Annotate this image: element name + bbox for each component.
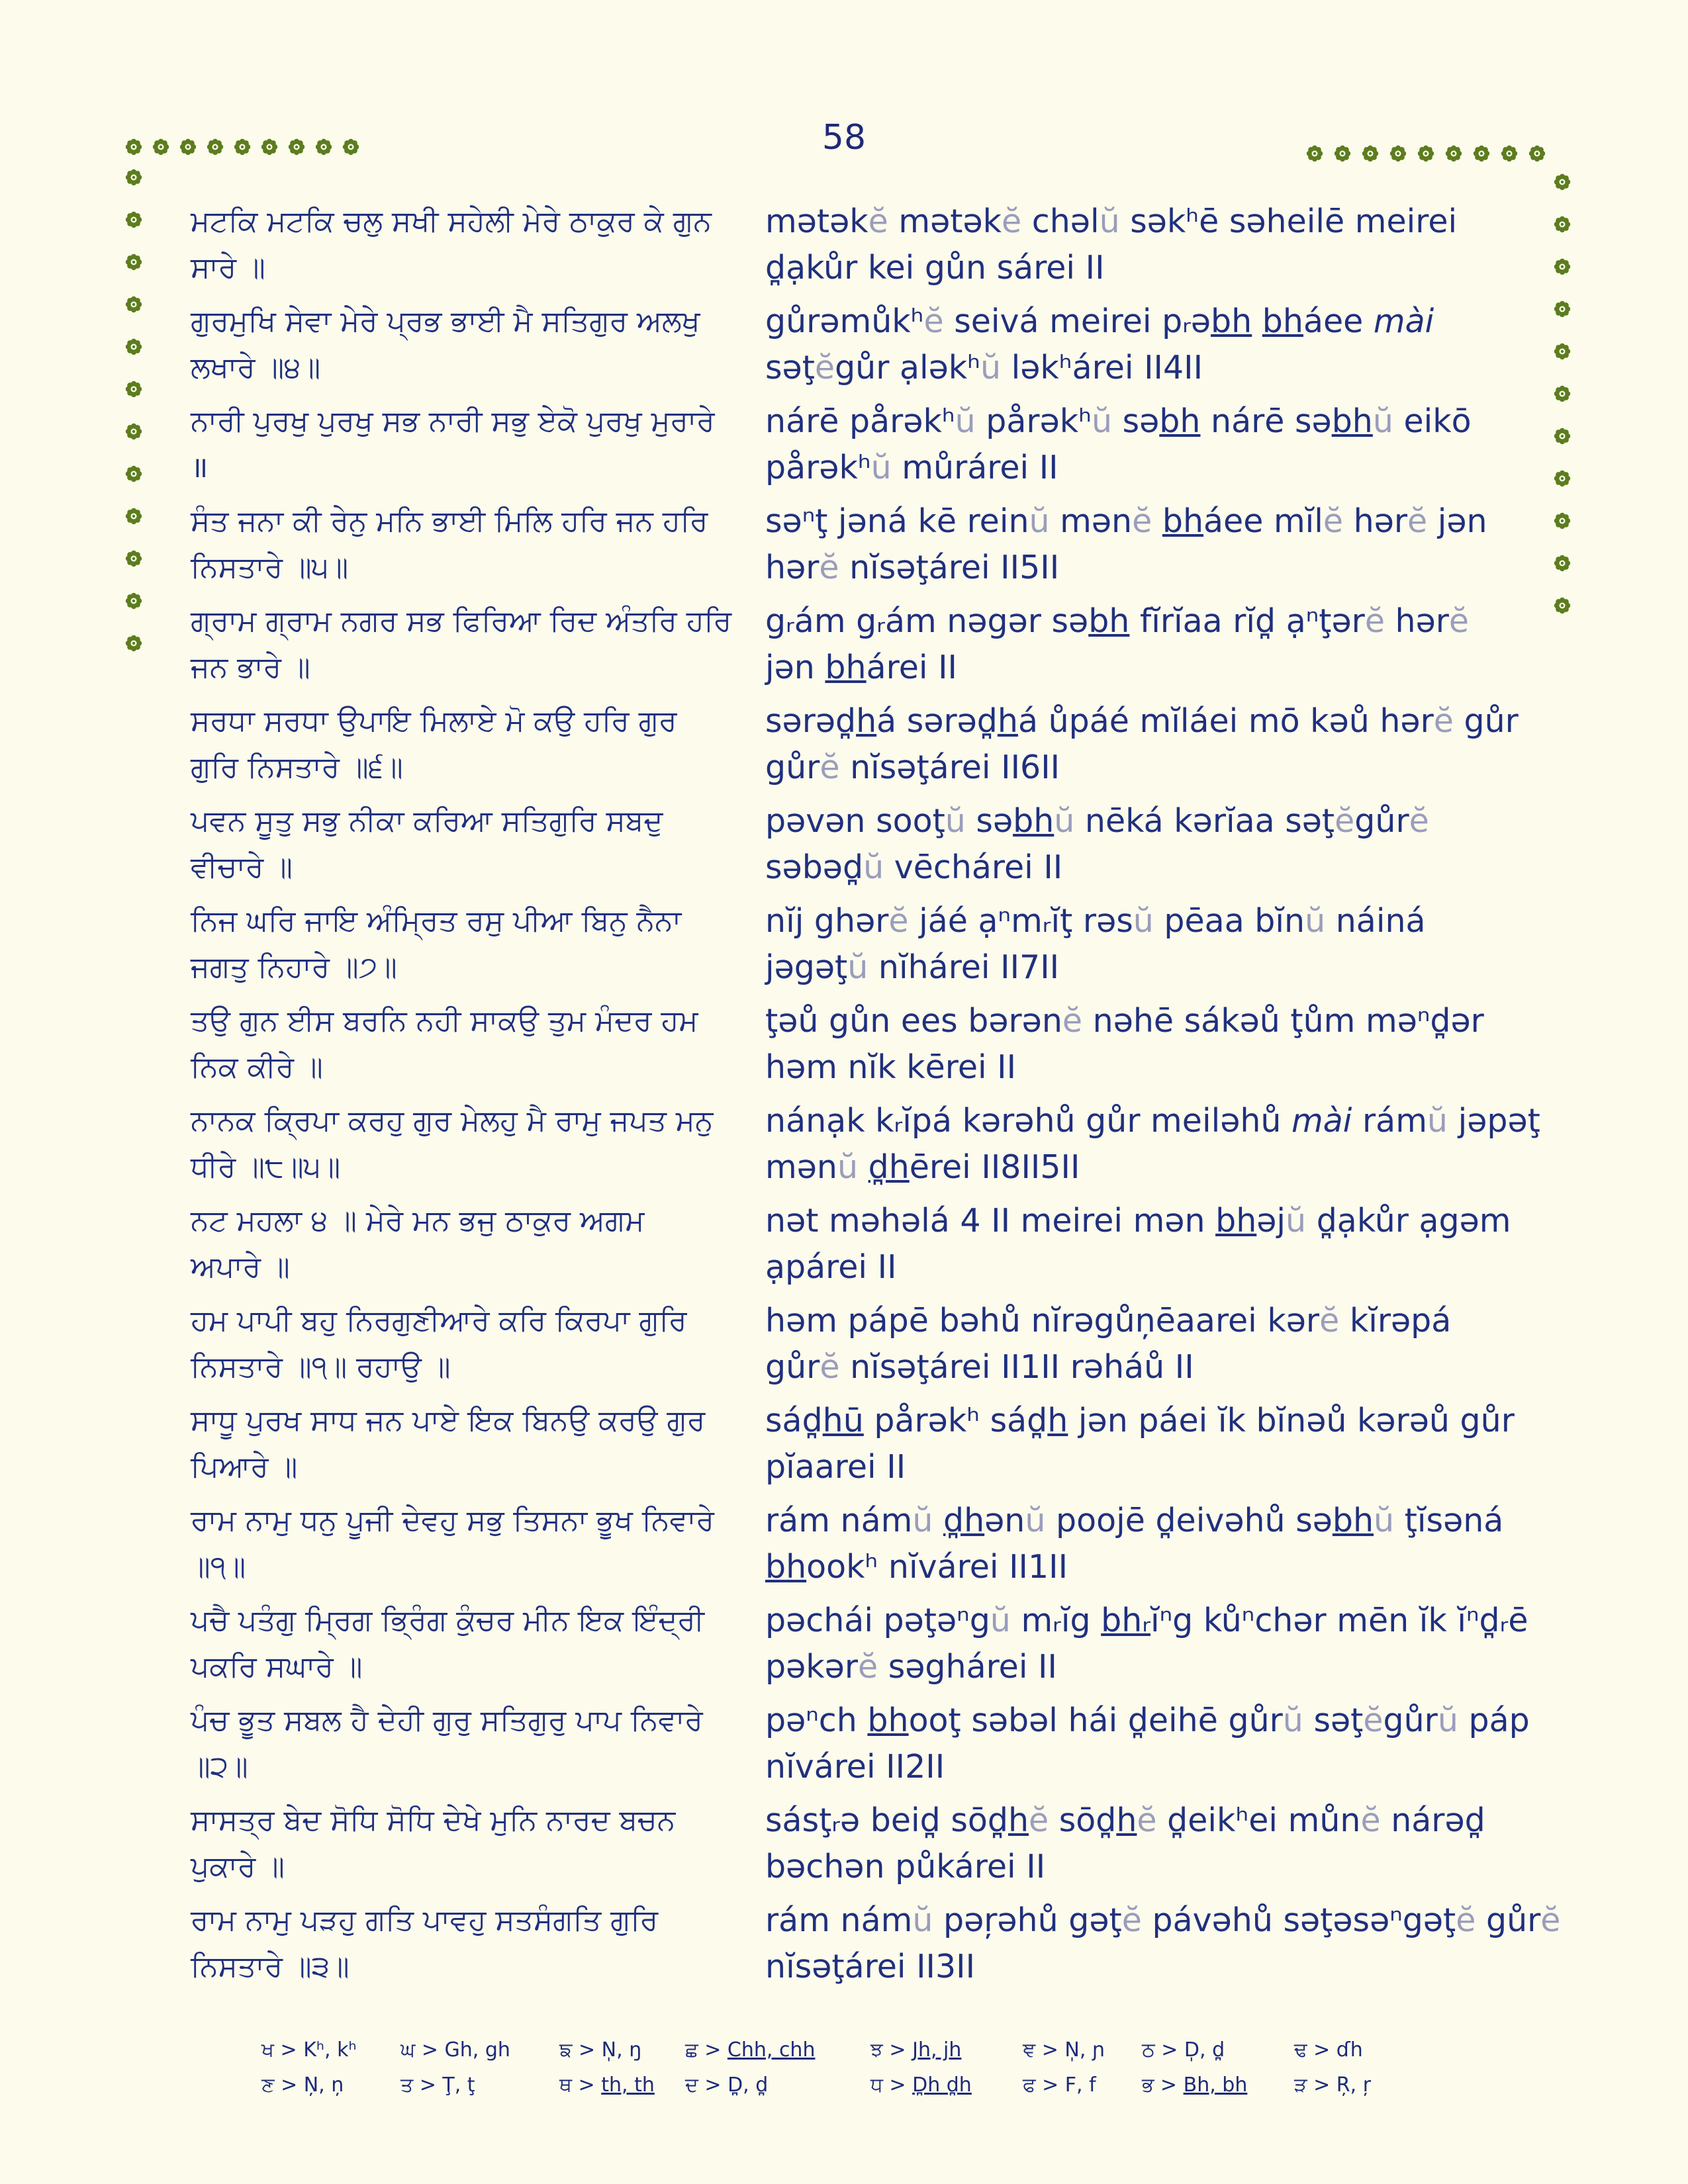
flower-ornament-icon: [1553, 173, 1571, 191]
gurmukhi-line: ਪਿਆਰੇ ॥: [191, 1450, 298, 1484]
gurmukhi-line: ਨਿਸਤਾਰੇ ॥੫॥: [191, 551, 349, 584]
transliteration-verse: [765, 398, 1472, 491]
gurmukhi-verse: [191, 199, 740, 291]
transliteration-line: gᵣám gᵣám nəgər səbh fĭrĭaa rĭd ạⁿţərĕ hərĕ: [765, 602, 1470, 640]
gurmukhi-line: ਸਾਧੂ ਪੁਰਖ ਸਾਧ ਜਨ ਪਾਏ ਇਕ ਬਿਨਉ ਕਰਉ ਗੁਰ: [191, 1404, 706, 1437]
flower-ornament-icon: [314, 138, 333, 156]
gurmukhi-verse: [191, 1098, 740, 1191]
gurmukhi-line: ਪਵਨ ਸੂਤੁ ਸਭੁ ਨੀਕਾ ਕਰਿਆ ਸਤਿਗੁਰਿ ਸਬਦੁ: [191, 804, 663, 838]
verse-row: [191, 1498, 1521, 1598]
transliteration-line: rám námŭ d̪hənŭ poojē deivəhů səbhŭ ţĭsəná: [765, 1502, 1504, 1539]
transliteration-line: nĭj ghərĕ jáé ạⁿmᵣĭţ rəsŭ pēaa bĭnŭ náiná: [765, 902, 1426, 940]
legend-item: ਠ > D̩, d̪: [1142, 2038, 1225, 2062]
verse-row: [191, 199, 1521, 298]
verse-row: [191, 1398, 1521, 1498]
verse-row: [191, 898, 1521, 998]
gurmukhi-verse: [191, 398, 740, 491]
flower-ornament-icon: [124, 380, 143, 398]
transliteration-verse: [765, 698, 1519, 791]
legend-item: ਢ > ɗh: [1294, 2038, 1363, 2062]
gurmukhi-line: ਸਰਧਾ ਸਰਧਾ ਉਪਾਇ ਮਿਲਾਏ ਮੋ ਕਉ ਹਰਿ ਗੁਰ: [191, 704, 677, 738]
flower-ornament-icon: [124, 634, 143, 653]
gurmukhi-line: ਗੁਰਿ ਨਿਸਤਾਰੇ ॥੬॥: [191, 751, 403, 784]
gurmukhi-verse: [191, 498, 740, 591]
verse-row: [191, 298, 1521, 398]
transliteration-legend: [261, 2038, 1453, 2109]
gurmukhi-verse: [191, 798, 740, 891]
verse-row: [191, 698, 1521, 798]
transliteration-verse: [765, 1598, 1528, 1690]
verse-row: [191, 1897, 1561, 1997]
gurmukhi-line: ਪਚੈ ਪਤੰਗੁ ਮ੍ਰਿਗ ਭ੍ਰਿੰਗ ਕੁੰਚਰ ਮੀਨ ਇਕ ਇੰਦ੍ਰੀ: [191, 1604, 704, 1637]
gurmukhi-line: ਗ੍ਰਾਮ ਗ੍ਰਾਮ ਨਗਰ ਸਭ ਫਿਰਿਆ ਰਿਦ ਅੰਤਰਿ ਹਰਿ: [191, 604, 732, 638]
legend-item: ਖ > Kʰ, kʰ: [261, 2038, 357, 2062]
verse-row: [191, 998, 1521, 1098]
legend-item: ਙ > N̩, ŋ: [559, 2038, 642, 2062]
gurmukhi-verse: [191, 298, 740, 391]
transliteration-verse: [765, 199, 1458, 291]
transliteration-verse: [765, 1498, 1504, 1590]
flower-ornament-icon: [1528, 144, 1546, 163]
gurmukhi-line: ॥੨॥: [191, 1750, 248, 1784]
gurmukhi-line: ॥: [191, 451, 209, 484]
transliteration-line: həm pápē bəhů nĭrəgůņēaarei kərĕ kĭrəpá: [765, 1302, 1452, 1340]
transliteration-verse: [765, 1198, 1511, 1291]
transliteration-line: rám námŭ pəŗəhů gəţĕ pávəhů səţəsəⁿgəţĕ gůrĕ: [765, 1901, 1561, 1939]
verse-row: [191, 398, 1521, 498]
transliteration-line: sásţᵣə beid sōdhĕ sōdhĕ deikʰei můnĕ nárəd: [765, 1801, 1485, 1839]
transliteration-line: sádhū pårəkʰ sádh jən páei ĭk bĭnəů kərəů gůr: [765, 1402, 1515, 1439]
gurmukhi-verse: [191, 998, 740, 1091]
transliteration-line: həm nĭk kērei II: [765, 1048, 1017, 1086]
flower-ornament-icon: [342, 138, 360, 156]
gurmukhi-line: ਰਾਮ ਨਾਮੁ ਧਨੁ ਪੂਜੀ ਦੇਵਹੁ ਸਭੁ ਤਿਸਨਾ ਭੂਖ ਨਿਵਾਰੇ: [191, 1504, 714, 1537]
gurmukhi-line: ਨਿਕ ਕੀਰੇ ॥: [191, 1050, 323, 1084]
gurmukhi-line: ਪਕਰਿ ਸਘਾਰੇ ॥: [191, 1650, 363, 1684]
page-number: 58: [821, 118, 867, 158]
flower-ornament-icon: [1472, 144, 1491, 163]
gurmukhi-verse: [191, 598, 740, 691]
transliteration-line: bhookʰ nĭvárei II1II: [765, 1548, 1068, 1586]
verse-row: [191, 598, 1521, 698]
legend-item: ਫ > F, f: [1023, 2073, 1096, 2097]
gurmukhi-line: ਧੀਰੇ ॥੮॥੫॥: [191, 1150, 341, 1184]
flower-ornament-icon: [1333, 144, 1352, 163]
verse-row: [191, 1797, 1521, 1897]
flower-ornament-icon: [206, 138, 224, 156]
flower-ornament-icon: [1389, 144, 1407, 163]
gurmukhi-verse: [191, 1498, 740, 1590]
transliteration-verse: [765, 1298, 1452, 1390]
flower-ornament-icon: [124, 210, 143, 229]
transliteration-line: ạpárei II: [765, 1248, 897, 1286]
transliteration-verse: [765, 1398, 1515, 1490]
gurmukhi-line: ਨਿਜ ਘਰਿ ਜਾਇ ਅੰਮ੍ਰਿਤ ਰਸੁ ਪੀਆ ਬਿਨੁ ਨੈਨਾ: [191, 904, 682, 938]
flower-ornament-icon: [1361, 144, 1380, 163]
transliteration-line: nĭvárei II2II: [765, 1748, 945, 1786]
flower-ornament-icon: [1444, 144, 1463, 163]
transliteration-verse: [765, 1098, 1540, 1191]
flower-ornament-icon: [152, 138, 170, 156]
gurmukhi-verse: [191, 698, 740, 791]
legend-item: ਧ > D̪h d̪h: [870, 2073, 972, 2097]
transliteration-line: pəⁿch bhooţ səbəl hái deihē gůrŭ səţĕgůrŭ páp: [765, 1702, 1530, 1739]
transliteration-line: gůrĕ nĭsəţárei II1II rəháů II: [765, 1348, 1194, 1386]
transliteration-line: pəkərĕ səghárei II: [765, 1648, 1057, 1686]
gurmukhi-line: ਪੁਕਾਰੇ ॥: [191, 1850, 285, 1884]
gurmukhi-line: ਵੀਚਾਰੇ ॥: [191, 850, 293, 884]
transliteration-line: pəchái pəţəⁿgŭ mᵣĭg bhᵣĭⁿg kůⁿchər mēn ĭk ĭⁿdᵣē: [765, 1602, 1528, 1639]
transliteration-verse: [765, 298, 1447, 391]
flower-ornament-icon: [124, 138, 143, 156]
legend-item: ਘ > Gh, gh: [400, 2038, 510, 2062]
verse-row: [191, 798, 1521, 898]
legend-item: ਞ > N̩, ɲ: [1023, 2038, 1105, 2062]
transliteration-line: pəvən sooţŭ səbhŭ nēká kərĭaa səţĕgůrĕ: [765, 802, 1429, 840]
legend-item: ਤ > Ţ, ţ: [400, 2073, 475, 2097]
verse-row: [191, 1298, 1521, 1398]
transliteration-line: hərĕ nĭsəţárei II5II: [765, 549, 1060, 586]
flower-ornament-icon: [124, 549, 143, 568]
gurmukhi-line: ਸੰਤ ਜਨਾ ਕੀ ਰੇਨੁ ਮਨਿ ਭਾਈ ਮਿਲਿ ਹਰਿ ਜਨ ਹਰਿ: [191, 504, 708, 538]
transliteration-verse: [765, 1897, 1561, 1990]
transliteration-line: nĭsəţárei II3II: [765, 1948, 976, 1985]
transliteration-line: ţəů gůn ees bərənĕ nəhē sákəů ţům məⁿdər: [765, 1002, 1484, 1040]
legend-item: ਝ > Jh, jh: [870, 2038, 962, 2062]
flower-ornament-icon: [179, 138, 197, 156]
transliteration-line: bəchən půkárei II: [765, 1848, 1046, 1886]
gurmukhi-verse: [191, 898, 740, 991]
transliteration-line: nárē pårəkʰŭ pårəkʰŭ səbh nárē səbhŭ eikō: [765, 402, 1472, 440]
gurmukhi-line: ਤਉ ਗੁਨ ਈਸ ਬਰਨਿ ਨਹੀ ਸਾਕਉ ਤੁਮ ਮੰਦਰ ਹਮ: [191, 1004, 698, 1038]
transliteration-verse: [765, 498, 1487, 591]
flower-ornament-icon: [1553, 342, 1571, 361]
gurmukhi-line: ਹਮ ਪਾਪੀ ਬਹੁ ਨਿਰਗੁਣੀਆਰੇ ਕਰਿ ਕਿਰਪਾ ਗੁਰਿ: [191, 1304, 687, 1338]
gurmukhi-line: ॥੧॥: [191, 1550, 246, 1584]
transliteration-line: gůrəmůkʰĕ seivá meirei pᵣəbh bháee mài: [765, 302, 1434, 340]
transliteration-line: mənŭ d̪hērei II8II5II: [765, 1148, 1080, 1186]
verse-row: [191, 1098, 1540, 1198]
gurmukhi-line: ਸਾਸਤ੍ਰ ਬੇਦ ਸੋਧਿ ਸੋਧਿ ਦੇਖੇ ਮੁਨਿ ਨਾਰਦ ਬਚਨ: [191, 1803, 676, 1837]
transliteration-verse: [765, 998, 1484, 1091]
transliteration-line: sərədhá sərədhá ůpáé mĭláei mō kəů hərĕ gůr: [765, 702, 1519, 740]
verse-row: [191, 498, 1521, 598]
legend-item: ਥ > th, th: [559, 2073, 655, 2097]
flower-ornament-icon: [1500, 144, 1519, 163]
transliteration-line: səⁿţ jəná kē reinŭ mənĕ bháee mĭlĕ hərĕ jən: [765, 502, 1487, 540]
gurmukhi-line: ਨਿਸਤਾਰੇ ॥੩॥: [191, 1950, 350, 1983]
transliteration-line: dạkůr kei gůn sárei II: [765, 249, 1105, 287]
transliteration-verse: [765, 798, 1447, 891]
verse-row: [191, 1698, 1530, 1797]
legend-row: [261, 2073, 1453, 2109]
flower-ornament-icon: [1553, 385, 1571, 403]
verse-row: [191, 1598, 1528, 1698]
gurmukhi-line: ਅਪਾਰੇ ॥: [191, 1250, 290, 1284]
flower-ornament-icon: [124, 592, 143, 610]
gurmukhi-line: ਨਾਰੀ ਪੁਰਖੁ ਪੁਰਖੁ ਸਭ ਨਾਰੀ ਸਭੁ ਏਕੋ ਪੁਰਖੁ ਮੁਰਾਰੇ: [191, 404, 715, 438]
transliteration-line: jəgəţŭ nĭhárei II7II: [765, 948, 1060, 986]
gurmukhi-line: ਨਿਸਤਾਰੇ ॥੧॥ ਰਹਾਉ ॥: [191, 1350, 451, 1384]
gurmukhi-line: ਗੁਰਮੁਖਿ ਸੇਵਾ ਮੇਰੇ ਪ੍ਰਭ ਭਾਈ ਮੈ ਸਤਿਗੁਰ ਅਲਖੁ: [191, 304, 700, 338]
gurmukhi-line: ਮਟਕਿ ਮਟਕਿ ਚਲੁ ਸਖੀ ਸਹੇਲੀ ਮੇਰੇ ਠਾਕੁਰ ਕੇ ਗੁਨ: [191, 205, 712, 238]
transliteration-line: pĭaarei II: [765, 1448, 906, 1486]
transliteration-line: nánạk kᵣĭpá kərəhů gůr meiləhů mài rámŭ jəpəţ: [765, 1102, 1540, 1140]
legend-item: ਭ > Bh, bh: [1142, 2073, 1248, 2097]
flower-ornament-icon: [124, 168, 143, 187]
gurmukhi-line: ਜਗਤੁ ਨਿਹਾਰੇ ॥੭॥: [191, 950, 397, 984]
flower-ornament-icon: [1553, 215, 1571, 234]
verse-row: [191, 1198, 1521, 1298]
flower-ornament-icon: [287, 138, 306, 156]
flower-ornament-icon: [1553, 469, 1571, 488]
flower-ornament-icon: [124, 295, 143, 314]
flower-ornament-icon: [1553, 427, 1571, 445]
transliteration-verse: [765, 1797, 1485, 1890]
gurmukhi-line: ਰਾਮ ਨਾਮੁ ਪੜਹੁ ਗਤਿ ਪਾਵਹੁ ਸਤਸੰਗਤਿ ਗੁਰਿ: [191, 1903, 659, 1937]
flower-ornament-icon: [1305, 144, 1324, 163]
flower-ornament-icon: [124, 465, 143, 483]
flower-ornament-icon: [1553, 300, 1571, 318]
transliteration-line: pårəkʰŭ můrárei II: [765, 449, 1058, 486]
transliteration-verse: [765, 898, 1447, 991]
flower-ornament-icon: [124, 338, 143, 356]
gurmukhi-verse: [191, 1897, 740, 1990]
legend-item: ਛ > Chh, chh: [685, 2038, 816, 2062]
gurmukhi-verse: [191, 1398, 740, 1490]
flower-ornament-icon: [1553, 512, 1571, 530]
flower-ornament-icon: [124, 422, 143, 441]
transliteration-verse: [765, 1698, 1530, 1790]
gurmukhi-line: ਨਟ ਮਹਲਾ ੪ ॥ ਮੇਰੇ ਮਨ ਭਜੁ ਠਾਕੁਰ ਅਗਮ: [191, 1204, 645, 1238]
transliteration-line: gůrĕ nĭsəţárei II6II: [765, 749, 1060, 786]
flower-ornament-icon: [1553, 596, 1571, 615]
legend-item: ਦ > D̪, d̪: [685, 2073, 769, 2097]
gurmukhi-verse: [191, 1298, 740, 1390]
gurmukhi-line: ਨਾਨਕ ਕ੍ਰਿਪਾ ਕਰਹੁ ਗੁਰ ਮੇਲਹੁ ਮੈ ਰਾਮੁ ਜਪਤ ਮਨੁ: [191, 1104, 714, 1138]
flower-ornament-icon: [124, 253, 143, 271]
flower-ornament-icon: [233, 138, 252, 156]
legend-row: [261, 2038, 1453, 2073]
transliteration-line: nət məhəlá 4 II meirei mən bhəjŭ dạkůr ạgəm: [765, 1202, 1511, 1240]
flower-ornament-icon: [260, 138, 279, 156]
gurmukhi-line: ਲਖਾਰੇ ॥੪॥: [191, 351, 321, 385]
flower-ornament-icon: [1553, 554, 1571, 572]
gurmukhi-line: ਪੰਚ ਭੂਤ ਸਬਲ ਹੈ ਦੇਹੀ ਗੁਰੁ ਸਤਿਗੁਰੁ ਪਾਪ ਨਿਵਾਰੇ: [191, 1704, 703, 1737]
gurmukhi-verse: [191, 1198, 740, 1291]
legend-item: ਣ > Ņ, ņ: [261, 2073, 344, 2097]
legend-item: ੜ > Ŗ, ŗ: [1294, 2073, 1372, 2097]
transliteration-line: mətəkĕ mətəkĕ chəlŭ səkʰē səheilē meirei: [765, 203, 1458, 240]
verse-table: [191, 199, 1561, 1997]
flower-ornament-icon: [1417, 144, 1435, 163]
gurmukhi-line: ਜਨ ਭਾਰੇ ॥: [191, 651, 310, 684]
flower-ornament-icon: [124, 507, 143, 525]
gurmukhi-verse: [191, 1797, 740, 1890]
flower-ornament-icon: [1553, 257, 1571, 276]
transliteration-line: jən bhárei II: [765, 649, 957, 686]
transliteration-line: səţĕgůr ạləkʰŭ ləkʰárei II4II: [765, 349, 1203, 387]
gurmukhi-verse: [191, 1598, 740, 1690]
transliteration-line: səbədŭ vēchárei II: [765, 848, 1063, 886]
gurmukhi-verse: [191, 1698, 740, 1790]
gurmukhi-line: ਸਾਰੇ ॥: [191, 251, 265, 285]
transliteration-verse: [765, 598, 1470, 691]
